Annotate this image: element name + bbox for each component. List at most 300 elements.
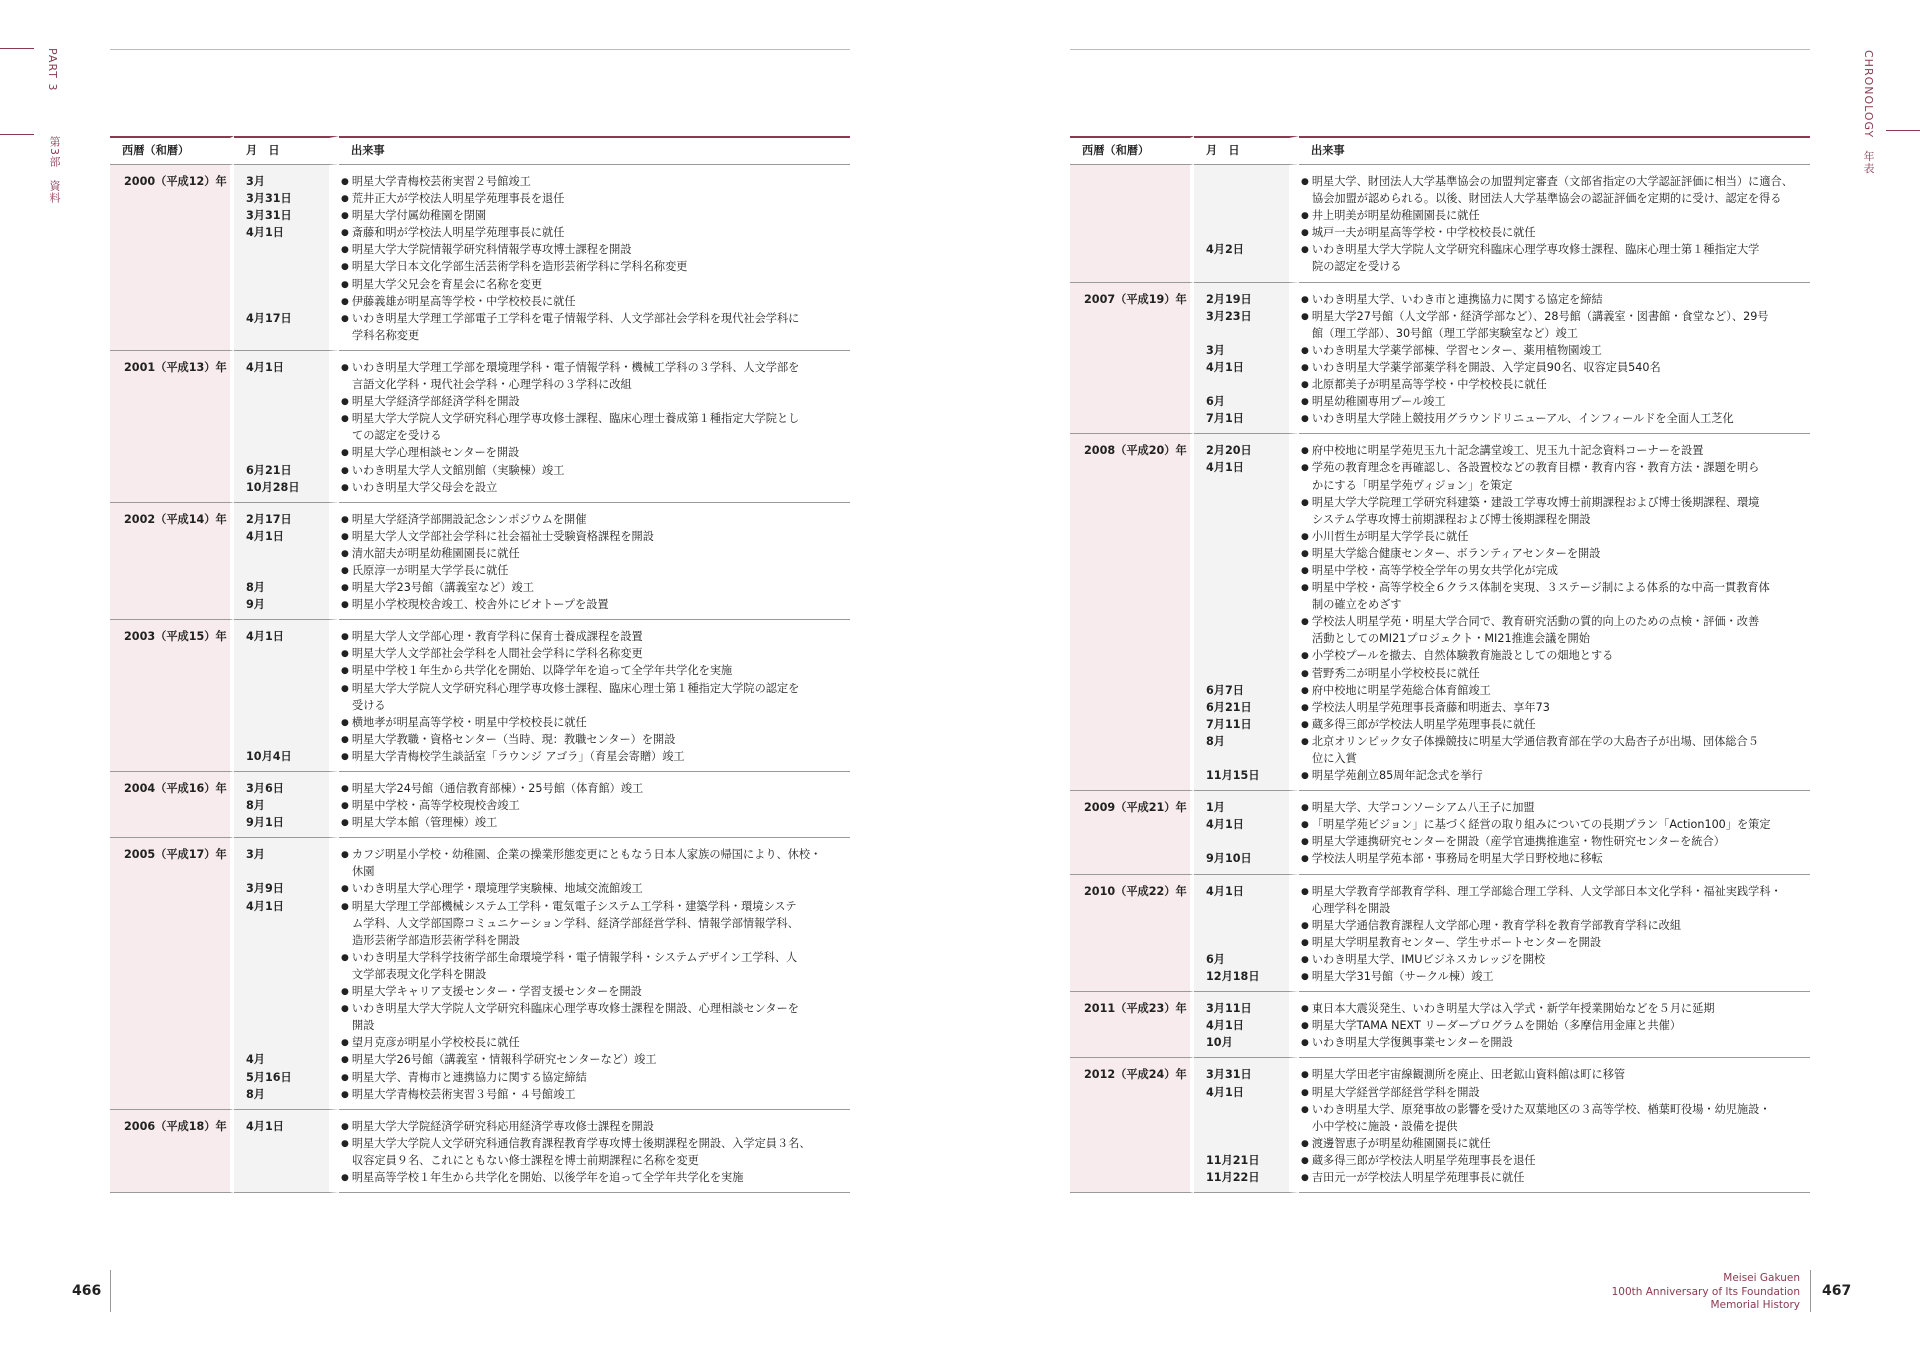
year-cell: 2012（平成24）年 — [1070, 1058, 1194, 1193]
event-item — [1301, 951, 1809, 968]
date-cell — [234, 165, 339, 351]
event-date: 6月21日 — [1206, 700, 1252, 714]
event-text: ● 井上明美が明星幼稚園園長に就任 — [1301, 207, 1809, 224]
event-text: ● 小学校プールを撤去、自然体験教育施設としての畑地とする — [1301, 647, 1809, 664]
event-text: ● 明星大学、青梅市と連携協力に関する協定締結 — [341, 1069, 849, 1086]
event-item — [1301, 1084, 1809, 1101]
col-header-year: 西暦（和暦） — [110, 136, 234, 165]
events-cell — [339, 1110, 850, 1193]
page-number-left: 466 — [72, 1283, 102, 1299]
chronology-table-left — [110, 136, 850, 1193]
event-date — [1206, 173, 1288, 190]
event-date — [246, 915, 328, 932]
event-text: ● 学苑の教育理念を再確認し、各設置校などの教育目標・教育内容・教育方法・課題を明ら — [1301, 459, 1809, 476]
event-item — [341, 780, 849, 797]
event-date — [246, 410, 328, 427]
event-text: 造形芸術学部造形芸術学科を開設 — [352, 933, 520, 947]
year-cell: 2006（平成18）年 — [110, 1110, 234, 1193]
col-header-event: 出来事 — [339, 136, 850, 165]
event-date: 3月11日 — [1206, 1002, 1252, 1016]
event-date: 3月23日 — [1206, 309, 1252, 323]
event-item — [341, 680, 849, 714]
event-text: 活動としてのMI21プロジェクト・MI21推進会議を開始 — [1312, 632, 1590, 646]
event-date — [246, 731, 328, 748]
year-row — [110, 503, 850, 621]
top-rule-right — [1070, 49, 1810, 50]
year-row — [1070, 1058, 1810, 1193]
event-date — [246, 1034, 328, 1051]
event-text: ● 明星大学明星教育センター、学生サポートセンターを開設 — [1301, 934, 1809, 951]
event-item — [1301, 1034, 1809, 1051]
event-item — [1301, 1152, 1809, 1169]
side-section-label: 第3部 資料 — [48, 136, 61, 204]
event-date — [246, 1135, 328, 1152]
event-text: システム学専攻博士前期課程および博士後期課程を開設 — [1312, 512, 1591, 526]
event-item — [341, 1118, 849, 1135]
event-item — [341, 714, 849, 731]
event-item — [341, 444, 849, 461]
event-item — [341, 1169, 849, 1186]
event-item — [341, 846, 849, 880]
event-date — [1206, 917, 1288, 934]
event-item — [1301, 816, 1809, 833]
year-cell: 2005（平成17）年 — [110, 838, 234, 1109]
page-number-right: 467 — [1822, 1283, 1852, 1299]
event-date — [1206, 630, 1288, 647]
event-date — [1206, 207, 1288, 224]
event-date: 4月1日 — [246, 630, 284, 644]
event-item — [341, 528, 849, 545]
event-item — [341, 1051, 849, 1068]
event-date — [1206, 665, 1288, 682]
event-text: ● 明星大学31号館（サークル棟）竣工 — [1301, 968, 1809, 985]
event-item — [1301, 613, 1809, 647]
event-date — [1206, 1135, 1288, 1152]
event-item — [341, 898, 849, 949]
event-item — [341, 1135, 849, 1169]
event-date — [246, 662, 328, 679]
event-date: 11月21日 — [1206, 1153, 1260, 1167]
side-part-label: PART 3 — [46, 48, 59, 92]
event-item — [341, 173, 849, 190]
event-item — [1301, 767, 1809, 784]
event-date — [246, 680, 328, 697]
event-item — [341, 949, 849, 983]
event-text: 心理学科を開設 — [1312, 901, 1391, 915]
event-date — [246, 562, 328, 579]
event-text: ● 明星大学田老宇宙線観測所を廃止、田老鉱山資料館は町に移管 — [1301, 1066, 1809, 1083]
events-cell — [1299, 791, 1810, 874]
event-text: ● 学校法人明星学苑本部・事務局を明星大学日野校地に移転 — [1301, 850, 1809, 867]
event-text: ● 渡邊智恵子が明星幼稚園園長に就任 — [1301, 1135, 1809, 1152]
event-item — [1301, 1101, 1809, 1135]
event-date: 9月1日 — [246, 816, 284, 830]
event-date — [246, 327, 328, 344]
event-text: ● 学校法人明星学苑・明星大学合同で、教育研究活動の質的向上のための点検・評価・改善 — [1301, 613, 1809, 630]
event-item — [1301, 934, 1809, 951]
event-date: 6月21日 — [246, 463, 292, 477]
event-text: 受ける — [352, 698, 386, 712]
event-text: 言語文化学科・現代社会学科・心理学科の３学科に改組 — [352, 378, 632, 392]
event-date — [1206, 934, 1288, 951]
event-text: ● いわき明星大学科学技術学部生命環境学科・電子情報学科・システムデザイン工学科、人 — [341, 949, 849, 966]
event-date — [246, 1017, 328, 1034]
event-text: ● 明星大学、財団法人大学基準協会の加盟判定審査（文部省指定の大学認証評価に相当）に適合、 — [1301, 173, 1809, 190]
event-date — [1206, 511, 1288, 528]
event-text: 学科名称変更 — [352, 328, 420, 342]
year-cell: 2001（平成13）年 — [110, 351, 234, 503]
event-date: 10月 — [1206, 1036, 1233, 1050]
event-item — [1301, 459, 1809, 493]
event-date: 4月1日 — [1206, 1085, 1244, 1099]
event-date — [246, 427, 328, 444]
event-item — [341, 880, 849, 897]
event-date — [1206, 900, 1288, 917]
date-cell — [1194, 283, 1299, 435]
event-date: 4月1日 — [246, 226, 284, 240]
event-text: 院の認定を受ける — [1312, 260, 1402, 274]
event-date — [1206, 562, 1288, 579]
event-text: ● 明星中学校・高等学校全６クラス体制を実現、３ステージ制による体系的な中高一貫教育体 — [1301, 579, 1809, 596]
event-date: 4月1日 — [246, 1119, 284, 1133]
event-item — [1301, 699, 1809, 716]
events-cell — [1299, 875, 1810, 993]
event-text: ● 斎藤和明が学校法人明星学苑理事長に就任 — [341, 224, 849, 241]
event-date — [246, 1169, 328, 1186]
event-date — [1206, 750, 1288, 767]
date-cell — [1194, 1058, 1299, 1193]
year-cell: 2007（平成19）年 — [1070, 283, 1194, 435]
event-text: ● 明星幼稚園専用プール竣工 — [1301, 393, 1809, 410]
event-item — [1301, 545, 1809, 562]
event-date — [1206, 325, 1288, 342]
events-cell — [1299, 992, 1810, 1058]
col-header-date: 月 日 — [1194, 136, 1299, 165]
event-text: かにする「明星学苑ヴィジョン」を策定 — [1312, 478, 1513, 492]
event-date: 8月 — [246, 799, 265, 813]
event-text: 協会加盟が認められる。以後、財団法人大学基準協会の認証評価を定期的に受け、認定を得る — [1312, 192, 1782, 206]
event-text: ● いわき明星大学、原発事故の影響を受けた双葉地区の３高等学校、楢葉町役場・幼児施設・ — [1301, 1101, 1809, 1118]
event-text: ● 明星大学通信教育課程人文学部心理・教育学科を教育学部教育学科に改組 — [1301, 917, 1809, 934]
event-date: 8月 — [246, 581, 265, 595]
event-text: ● 明星大学人文学部社会学科を人間社会学科に学科名称変更 — [341, 645, 849, 662]
event-text: ● いわき明星大学大学院人文学研究科臨床心理学専攻修士課程、臨床心理士第１種指定大学 — [1301, 241, 1809, 258]
event-text: ● 明星高等学校１年生から共学化を開始、以後学年を追って全学年共学化を実施 — [341, 1169, 849, 1186]
event-text: ● 府中校地に明星学苑総合体育館竣工 — [1301, 682, 1809, 699]
side-chronology-label: CHRONOLOGY 年表 — [1862, 50, 1875, 175]
year-row — [1070, 283, 1810, 435]
top-rule-left — [110, 49, 850, 50]
event-date — [246, 645, 328, 662]
date-cell — [1194, 434, 1299, 791]
event-item — [341, 662, 849, 679]
event-item — [1301, 665, 1809, 682]
event-text: ● 明星大学青梅校学生談話室「ラウンジ アゴラ」（育星会寄贈）竣工 — [341, 748, 849, 765]
event-text: ● 明星大学大学院人文学研究科心理学専攻修士課程、臨床心理士養成第１種指定大学院とし — [341, 410, 849, 427]
event-text: ● カフジ明星小学校・幼稚園、企業の操業形態変更にともなう日本人家族の帰国により、休校・ — [341, 846, 849, 863]
side-tick-right — [1886, 130, 1920, 131]
event-text: ● いわき明星大学復興事業センターを開設 — [1301, 1034, 1809, 1051]
event-item — [1301, 442, 1809, 459]
event-text: ● 明星大学TAMA NEXT リーダープログラムを開始（多摩信用金庫と共催） — [1301, 1017, 1809, 1034]
event-text: ● 明星大学23号館（講義室など）竣工 — [341, 579, 849, 596]
event-item — [1301, 1169, 1809, 1186]
event-item — [341, 479, 849, 496]
event-text: ● いわき明星大学理工学部電子工学科を電子情報学科、人文学部社会学科を現代社会学科に — [341, 310, 849, 327]
year-cell: 2010（平成22）年 — [1070, 875, 1194, 993]
year-cell: 2002（平成14）年 — [110, 503, 234, 621]
event-text: ● いわき明星大学理工学部を環境理学科・電子情報学科・機械工学科の３学科、人文学部を — [341, 359, 849, 376]
event-text: ● 小川哲生が明星大学学長に就任 — [1301, 528, 1809, 545]
event-text: ● 明星大学人文学部心理・教育学科に保育士養成課程を設置 — [341, 628, 849, 645]
event-text: ● 明星大学経済学部開設記念シンポジウムを開催 — [341, 511, 849, 528]
event-item — [1301, 1000, 1809, 1017]
event-date — [246, 966, 328, 983]
event-item — [341, 258, 849, 275]
event-item — [341, 462, 849, 479]
event-text: ● 明星大学付属幼稚園を閉園 — [341, 207, 849, 224]
event-text: ● 氏原淳一が明星大学学長に就任 — [341, 562, 849, 579]
event-text: ● 学校法人明星学苑理事長斎藤和明逝去、享年73 — [1301, 699, 1809, 716]
event-text: ● 明星大学24号館（通信教育部棟）・25号館（体育館）竣工 — [341, 780, 849, 797]
event-date — [1206, 613, 1288, 630]
year-row — [1070, 992, 1810, 1058]
event-date: 11月22日 — [1206, 1170, 1260, 1184]
event-text: ● いわき明星大学薬学部棟、学習センター、薬用植物園竣工 — [1301, 342, 1809, 359]
event-date: 5月16日 — [246, 1070, 292, 1084]
event-text: ● 荒井正大が学校法人明星学苑理事長を退任 — [341, 190, 849, 207]
event-date: 3月31日 — [246, 209, 292, 223]
year-row — [110, 165, 850, 351]
event-date — [246, 376, 328, 393]
event-date — [1206, 190, 1288, 207]
event-item — [1301, 224, 1809, 241]
event-text: ● いわき明星大学大学院人文学研究科臨床心理学専攻修士課程を開設、心理相談センターを — [341, 1000, 849, 1017]
event-item — [1301, 850, 1809, 867]
event-item — [341, 731, 849, 748]
year-cell: 2004（平成16）年 — [110, 772, 234, 838]
event-text: ● 明星大学連携研究センターを開設（産学官連携推進室・物性研究センターを統合） — [1301, 833, 1809, 850]
event-text: ● 蔵多得三郎が学校法人明星学苑理事長を退任 — [1301, 1152, 1809, 1169]
event-text: ● 明星学苑創立85周年記念式を挙行 — [1301, 767, 1809, 784]
year-row — [110, 351, 850, 503]
event-text: 館（理工学部）、30号館（理工学部実験室など）竣工 — [1312, 326, 1578, 340]
event-text: ● 明星大学理工学部機械システム工学科・電気電子システム工学科・建築学科・環境システ — [341, 898, 849, 915]
event-item — [1301, 410, 1809, 427]
event-text: ● 明星大学総合健康センター、ボランティアセンターを開設 — [1301, 545, 1809, 562]
year-cell: 2009（平成21）年 — [1070, 791, 1194, 874]
footer-line-3: Memorial History — [1710, 1299, 1800, 1311]
event-text: ● 明星中学校・高等学校現校舎竣工 — [341, 797, 849, 814]
year-cell — [1070, 165, 1194, 283]
event-date: 7月11日 — [1206, 717, 1252, 731]
event-text: ● 明星大学26号館（講義室・情報科学研究センターなど）竣工 — [341, 1051, 849, 1068]
event-date — [246, 545, 328, 562]
date-cell — [1194, 165, 1299, 283]
event-date — [246, 863, 328, 880]
event-item — [1301, 1017, 1809, 1034]
event-text: ● 明星大学大学院人文学研究科通信教育課程教育学専攻博士後期課程を開設、入学定員３名、 — [341, 1135, 849, 1152]
event-text: 小中学校に施設・設備を提供 — [1312, 1119, 1458, 1133]
event-text: ● 明星小学校現校舎竣工、校舎外にビオトープを設置 — [341, 596, 849, 613]
events-cell — [339, 503, 850, 621]
side-tick-left — [0, 48, 34, 49]
event-item — [1301, 716, 1809, 733]
event-text: ● 北京オリンピック女子体操競技に明星大学通信教育部在学の大島杏子が出場、団体総合５ — [1301, 733, 1809, 750]
event-text: ● 明星大学、大学コンソーシアム八王子に加盟 — [1301, 799, 1809, 816]
footer-line-2: 100th Anniversary of Its Foundation — [1611, 1285, 1800, 1298]
event-date — [1206, 1118, 1288, 1135]
event-text: ● 明星中学校１年生から共学化を開始、以降学年を追って全学年共学化を実施 — [341, 662, 849, 679]
event-item — [1301, 173, 1809, 207]
year-row — [110, 772, 850, 838]
event-item — [1301, 393, 1809, 410]
event-text: 休園 — [352, 865, 375, 879]
event-date — [246, 276, 328, 293]
event-item — [1301, 494, 1809, 528]
event-date — [1206, 224, 1288, 241]
event-date: 9月10日 — [1206, 852, 1252, 866]
event-date — [1206, 477, 1288, 494]
event-item — [341, 410, 849, 444]
event-item — [1301, 241, 1809, 275]
side-tick-left-2 — [0, 134, 34, 135]
event-date: 4月1日 — [246, 899, 284, 913]
event-date — [246, 393, 328, 410]
event-item — [1301, 579, 1809, 613]
event-item — [341, 1069, 849, 1086]
event-item — [341, 190, 849, 207]
event-date: 4月17日 — [246, 311, 292, 325]
event-text: 位に入賞 — [1312, 752, 1357, 765]
event-item — [1301, 682, 1809, 699]
event-date — [246, 983, 328, 1000]
event-text: ● 明星大学経営学部経営学科を開設 — [1301, 1084, 1809, 1101]
event-text: ● 北原都美子が明星高等学校・中学校校長に就任 — [1301, 376, 1809, 393]
date-cell — [234, 838, 339, 1109]
event-text: ● 「明星学苑ビジョン」に基づく経営の取り組みについての長期プラン「Action100」を策定 — [1301, 816, 1809, 833]
year-row — [110, 838, 850, 1109]
event-text: ての認定を受ける — [352, 429, 442, 443]
event-text: ● 明星大学キャリア支援センター・学習支援センターを開設 — [341, 983, 849, 1000]
event-item — [341, 224, 849, 241]
event-date: 4月 — [246, 1053, 265, 1067]
event-date — [1206, 579, 1288, 596]
event-item — [341, 645, 849, 662]
date-cell — [1194, 791, 1299, 874]
year-cell: 2008（平成20）年 — [1070, 434, 1194, 791]
event-item — [1301, 291, 1809, 308]
event-item — [1301, 833, 1809, 850]
event-date: 4月2日 — [1206, 243, 1244, 257]
event-date: 11月15日 — [1206, 769, 1260, 783]
event-date: 7月1日 — [1206, 412, 1244, 426]
event-date — [246, 258, 328, 275]
event-date — [1206, 1101, 1288, 1118]
event-item — [341, 983, 849, 1000]
footer-line-1: Meisei Gakuen — [1723, 1272, 1800, 1284]
year-row — [1070, 791, 1810, 874]
event-date: 8月 — [246, 1087, 265, 1101]
event-date: 10月28日 — [246, 480, 300, 494]
event-item — [341, 207, 849, 224]
event-date — [1206, 833, 1288, 850]
date-cell — [234, 503, 339, 621]
footer-title — [1612, 1272, 1800, 1313]
event-text: ● いわき明星大学人文館別館（実験棟）竣工 — [341, 462, 849, 479]
event-item — [1301, 376, 1809, 393]
event-item — [341, 579, 849, 596]
date-cell — [1194, 875, 1299, 993]
event-text: ● 明星大学父兄会を育星会に名称を変更 — [341, 276, 849, 293]
event-item — [1301, 562, 1809, 579]
event-date: 3月 — [1206, 343, 1225, 357]
event-date: 2月17日 — [246, 512, 292, 526]
event-text: ● いわき明星大学、IMUビジネスカレッジを開校 — [1301, 951, 1809, 968]
event-item — [1301, 342, 1809, 359]
event-date: 6月7日 — [1206, 683, 1244, 697]
event-date — [246, 1152, 328, 1169]
event-date: 3月 — [246, 848, 265, 862]
event-date — [246, 949, 328, 966]
event-date: 2月19日 — [1206, 292, 1252, 306]
event-item — [1301, 1066, 1809, 1083]
event-text: 開設 — [352, 1019, 375, 1033]
event-date — [1206, 596, 1288, 613]
event-text: ● 明星大学大学院情報学研究科情報学専攻博士課程を開設 — [341, 241, 849, 258]
events-cell — [339, 838, 850, 1109]
event-text: ● 明星大学青梅校芸術実習３号館・４号館竣工 — [341, 1086, 849, 1103]
event-text: 収容定員９名、これにともない修士課程を博士前期課程に名称を変更 — [352, 1153, 699, 1167]
events-cell — [339, 620, 850, 772]
year-cell: 2003（平成15）年 — [110, 620, 234, 772]
event-date — [1206, 494, 1288, 511]
date-cell — [234, 620, 339, 772]
event-item — [341, 1000, 849, 1034]
year-row — [1070, 434, 1810, 791]
col-header-year: 西暦（和暦） — [1070, 136, 1194, 165]
date-cell — [234, 772, 339, 838]
event-item — [341, 1034, 849, 1051]
event-text: ● 明星大学大学院経済学研究科応用経済学専攻修士課程を開設 — [341, 1118, 849, 1135]
event-date: 3月31日 — [246, 192, 292, 206]
event-date — [246, 293, 328, 310]
event-text: 制の確立をめざす — [1312, 598, 1402, 612]
event-text: ● 明星大学本館（管理棟）竣工 — [341, 814, 849, 831]
event-text: ● 明星大学人文学部社会学科に社会福祉士受験資格課程を開設 — [341, 528, 849, 545]
event-text: ● 清水韶夫が明星幼稚園園長に就任 — [341, 545, 849, 562]
event-item — [341, 562, 849, 579]
event-text: ● 明星大学青梅校芸術実習２号館竣工 — [341, 173, 849, 190]
event-date: 4月1日 — [1206, 884, 1244, 898]
event-date — [1206, 647, 1288, 664]
event-text: ● いわき明星大学陸上競技用グラウンドリニューアル、インフィールドを全面人工芝化 — [1301, 410, 1809, 427]
chronology-table-right — [1070, 136, 1810, 1193]
event-text: ● 明星大学教育学部教育学科、理工学部総合理工学科、人文学部日本文化学科・福祉実践学科・ — [1301, 883, 1809, 900]
event-item — [341, 310, 849, 344]
event-date: 10月4日 — [246, 749, 292, 763]
event-text: ● 府中校地に明星学苑児玉九十記念講堂竣工、児玉九十記念資料コーナーを設置 — [1301, 442, 1809, 459]
event-date: 9月 — [246, 598, 265, 612]
event-date: 3月31日 — [1206, 1068, 1252, 1082]
event-text: ● いわき明星大学、いわき市と連携協力に関する協定を締結 — [1301, 291, 1809, 308]
footer-divider-right — [1810, 1270, 1811, 1312]
event-date — [1206, 258, 1288, 275]
event-item — [341, 814, 849, 831]
event-date: 4月1日 — [1206, 1019, 1244, 1033]
event-text: ● 蔵多得三郎が学校法人明星学苑理事長に就任 — [1301, 716, 1809, 733]
event-item — [1301, 308, 1809, 342]
